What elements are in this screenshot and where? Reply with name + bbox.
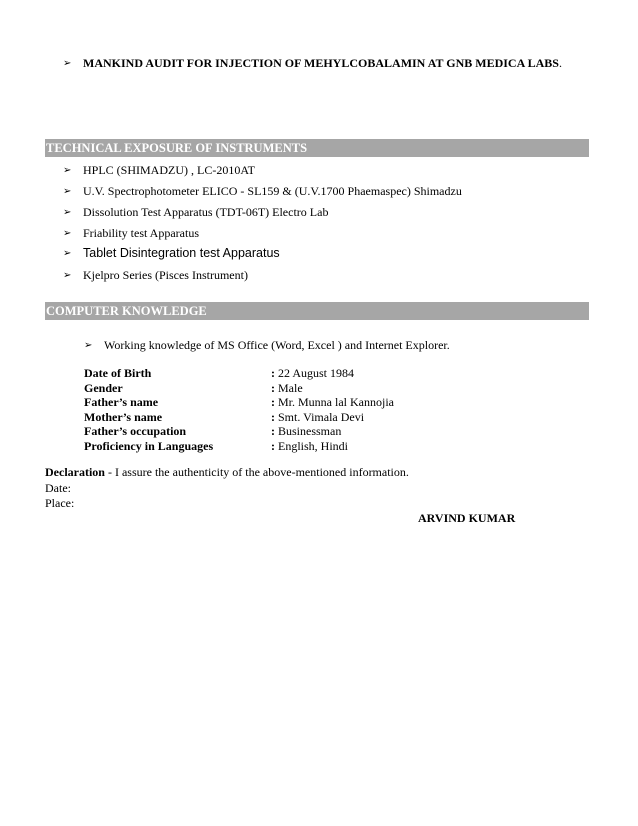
- info-value: 22 August 1984: [278, 366, 355, 380]
- list-item: [63, 205, 328, 220]
- info-colon: :: [271, 438, 275, 453]
- declaration-label: Declaration: [45, 465, 105, 479]
- place-label: Place:: [45, 496, 75, 510]
- list-item: [63, 268, 248, 283]
- signature-name: ARVIND KUMAR: [418, 511, 516, 525]
- info-row-fathers-occupation: [84, 424, 394, 439]
- list-item: [63, 163, 255, 178]
- list-item: [63, 246, 280, 260]
- info-label: Proficiency in Languages: [84, 438, 214, 453]
- arrow-bullet-icon: ➢: [63, 165, 72, 176]
- info-colon: :: [271, 380, 275, 395]
- info-label: Date of Birth: [84, 366, 152, 380]
- audit-item-period: .: [558, 56, 562, 70]
- list-item-text: Kjelpro Series (Pisces Instrument): [83, 268, 248, 282]
- list-item-text: Working knowledge of MS Office (Word, Excel ) and Internet Explorer.: [104, 338, 450, 352]
- declaration: [45, 465, 409, 480]
- arrow-bullet-icon: ➢: [63, 228, 72, 239]
- list-item: [63, 226, 199, 241]
- info-row-mothers-name: [84, 410, 394, 425]
- info-label: Father’s name: [84, 395, 159, 409]
- info-row-dob: [84, 366, 394, 381]
- info-colon: :: [271, 409, 275, 424]
- info-value: Businessman: [278, 424, 342, 438]
- info-row-gender: [84, 381, 394, 396]
- list-item: [63, 184, 462, 199]
- computer-section-heading: COMPUTER KNOWLEDGE: [45, 302, 589, 320]
- list-item-text: HPLC (SHIMADZU) , LC-2010AT: [83, 163, 255, 177]
- list-item: [84, 338, 450, 353]
- info-label: Mother’s name: [84, 409, 163, 424]
- info-value: Mr. Munna lal Kannojia: [278, 395, 394, 409]
- audit-item-text: MANKIND AUDIT FOR INJECTION OF MEHYLCOBALAMIN AT GNB MEDICA LABS: [83, 56, 559, 70]
- list-item-text: Tablet Disintegration test Apparatus: [83, 246, 280, 260]
- info-value: Male: [278, 380, 303, 395]
- arrow-bullet-icon: ➢: [63, 58, 72, 69]
- info-colon: :: [271, 395, 275, 409]
- list-item-text: Friability test Apparatus: [83, 226, 199, 240]
- arrow-bullet-icon: ➢: [63, 247, 72, 259]
- technical-section-heading: TECHNICAL EXPOSURE OF INSTRUMENTS: [45, 139, 589, 157]
- audit-item: [63, 56, 562, 71]
- info-colon: :: [271, 366, 275, 380]
- info-row-languages: [84, 439, 394, 454]
- arrow-bullet-icon: ➢: [63, 186, 72, 197]
- info-value: English, Hindi: [278, 438, 349, 453]
- info-row-fathers-name: [84, 395, 394, 410]
- info-value: Smt. Vimala Devi: [278, 409, 365, 424]
- arrow-bullet-icon: ➢: [84, 340, 93, 351]
- info-colon: :: [271, 424, 275, 438]
- arrow-bullet-icon: ➢: [63, 270, 72, 281]
- date-label: Date:: [45, 481, 71, 495]
- info-label: Gender: [84, 380, 123, 395]
- personal-details: [84, 366, 394, 453]
- list-item-text: U.V. Spectrophotometer ELICO - SL159 & (U.V.1700 Phaemaspec) Shimadzu: [83, 184, 462, 198]
- arrow-bullet-icon: ➢: [63, 207, 72, 218]
- info-label: Father’s occupation: [84, 424, 187, 438]
- declaration-text: - I assure the authenticity of the above-mentioned information.: [104, 465, 409, 479]
- list-item-text: Dissolution Test Apparatus (TDT-06T) Electro Lab: [83, 205, 329, 219]
